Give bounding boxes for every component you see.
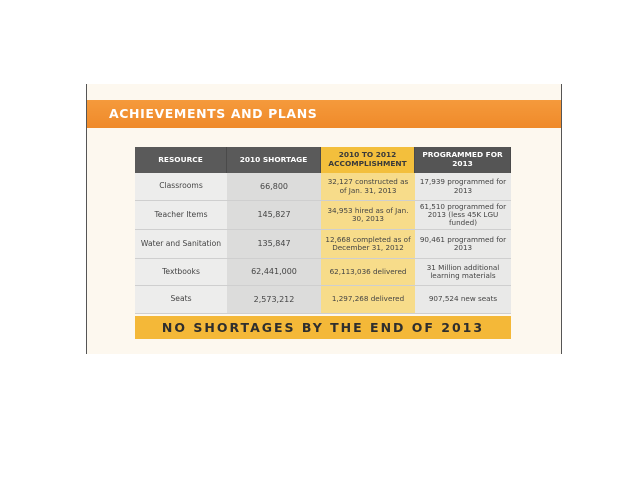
table-row: [135, 173, 511, 201]
accomplishment-cell: 62,113,036 delivered: [321, 259, 415, 286]
resource-cell: Classrooms: [135, 173, 227, 201]
programmed-cell: 61,510 programmed for 2013 (less 45K LGU funded): [415, 201, 511, 230]
shortage-cell: 66,800: [227, 173, 321, 201]
accomplishment-cell: 12,668 completed as of December 31, 2012: [321, 230, 415, 259]
resource-table: [135, 147, 511, 314]
table-row: [135, 259, 511, 286]
footer-text: NO SHORTAGES BY THE END OF 2013: [161, 320, 485, 335]
header-2010-shortage: 2010 SHORTAGE: [227, 147, 321, 173]
shortage-cell: 2,573,212: [227, 286, 321, 314]
table-row: [135, 201, 511, 230]
header-programmed: PROGRAMMED FOR 2013: [415, 147, 511, 173]
programmed-cell: 31 Million additional learning materials: [415, 259, 511, 286]
programmed-cell: 90,461 programmed for 2013: [415, 230, 511, 259]
header-accomplishment: 2010 TO 2012 ACCOMPLISHMENT: [321, 147, 415, 173]
header-resource: RESOURCE: [135, 147, 227, 173]
table-row: [135, 230, 511, 259]
shortage-cell: 135,847: [227, 230, 321, 259]
resource-cell: Water and Sanitation: [135, 230, 227, 259]
shortage-cell: 62,441,000: [227, 259, 321, 286]
table-row: [135, 286, 511, 314]
accomplishment-cell: 1,297,268 delivered: [321, 286, 415, 314]
accomplishment-cell: 34,953 hired as of Jan. 30, 2013: [321, 201, 415, 230]
title-banner: [87, 100, 561, 128]
slide: [86, 84, 562, 354]
shortage-cell: 145,827: [227, 201, 321, 230]
programmed-cell: 17,939 programmed for 2013: [415, 173, 511, 201]
slide-title: ACHIEVEMENTS AND PLANS: [109, 106, 318, 121]
resource-cell: Teacher Items: [135, 201, 227, 230]
resource-cell: Textbooks: [135, 259, 227, 286]
footer-banner: [135, 316, 511, 339]
resource-cell: Seats: [135, 286, 227, 314]
accomplishment-cell: 32,127 constructed as of Jan. 31, 2013: [321, 173, 415, 201]
table-header-row: [135, 147, 511, 173]
programmed-cell: 907,524 new seats: [415, 286, 511, 314]
